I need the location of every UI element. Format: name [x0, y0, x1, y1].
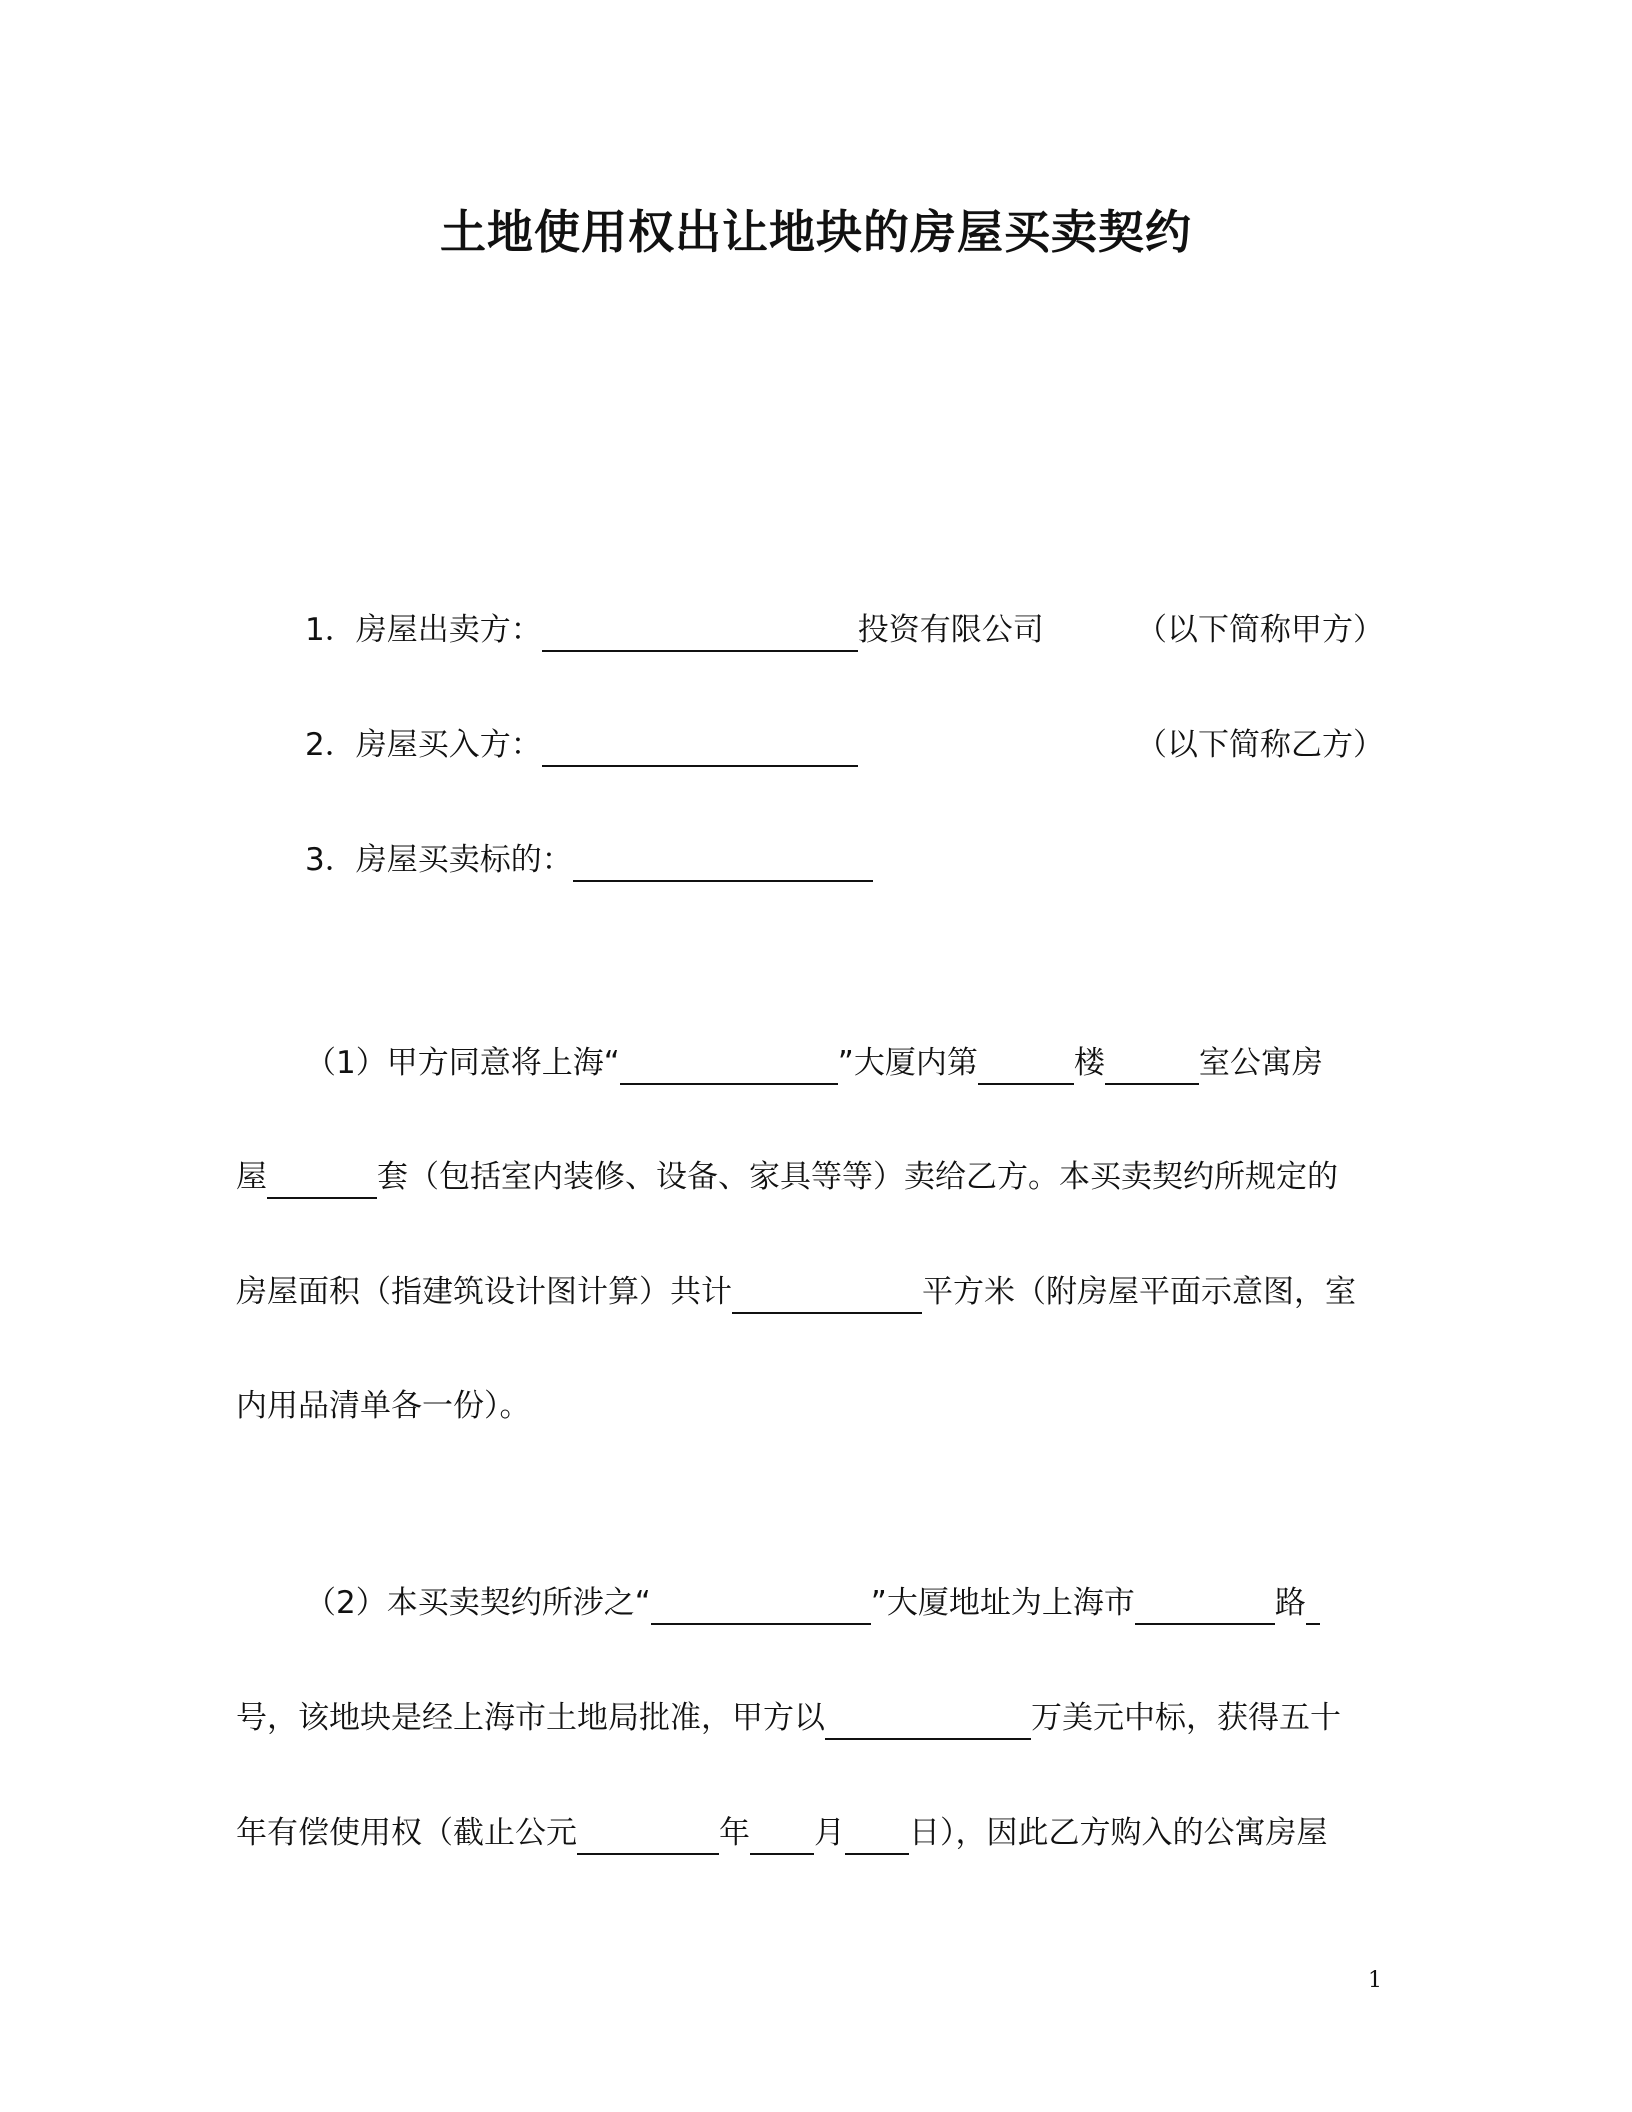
- para1-line4: 内用品清单各一份）。: [236, 1388, 531, 1424]
- number-blank[interactable]: [1306, 1585, 1320, 1625]
- para1-text-g: 房屋面积（指建筑设计图计算）共计: [236, 1274, 732, 1310]
- page-number: 1: [1368, 1968, 1382, 1993]
- item-buyer-note: （以下简称乙方）: [1136, 727, 1384, 763]
- para1-text-e: 屋: [236, 1159, 267, 1195]
- seller-name-blank[interactable]: [542, 612, 858, 652]
- para2-text-b: ”大厦地址为上海市: [870, 1585, 1135, 1621]
- para2-text-g: 年: [719, 1815, 750, 1851]
- item-subject-label: 3．房屋买卖标的：: [305, 842, 573, 878]
- para2-text-a: （2）本买卖契约所涉之“: [305, 1585, 651, 1621]
- para2-text-f: 年有偿使用权（截止公元: [236, 1815, 577, 1851]
- room-blank[interactable]: [1105, 1045, 1199, 1085]
- para2-line2: [236, 1696, 1341, 1740]
- document-title: 土地使用权出让地块的房屋买卖契约: [440, 205, 1192, 259]
- item-seller-suffix: 投资有限公司: [857, 612, 1044, 648]
- para1-text-b: ”大厦内第: [837, 1045, 978, 1081]
- bid-amount-blank[interactable]: [825, 1700, 1031, 1740]
- item-seller: [305, 608, 1044, 652]
- floor-blank[interactable]: [978, 1045, 1074, 1085]
- road-blank[interactable]: [1135, 1585, 1275, 1625]
- building-name-blank-2[interactable]: [651, 1585, 871, 1625]
- year-blank[interactable]: [577, 1815, 719, 1855]
- para1-text-f: 套（包括室内装修、设备、家具等等）卖给乙方。本买卖契约所规定的: [377, 1159, 1338, 1195]
- month-blank[interactable]: [750, 1815, 814, 1855]
- para1-line2: [236, 1155, 1338, 1199]
- para1-text-d: 室公寓房: [1198, 1045, 1323, 1081]
- units-blank[interactable]: [267, 1159, 377, 1199]
- para1-line3: [236, 1270, 1356, 1314]
- para2-line1: [305, 1581, 1320, 1625]
- para2-text-d: 号，该地块是经上海市土地局批准，甲方以: [236, 1700, 825, 1736]
- item-buyer: [305, 723, 858, 767]
- para1-text-h: 平方米（附房屋平面示意图，室: [922, 1274, 1356, 1310]
- para2-text-h: 月: [814, 1815, 845, 1851]
- subject-blank[interactable]: [573, 842, 873, 882]
- para2-text-c: 路: [1274, 1585, 1306, 1621]
- buyer-name-blank[interactable]: [542, 727, 858, 767]
- para2-text-e: 万美元中标，获得五十: [1031, 1700, 1341, 1736]
- para1-line1: [305, 1041, 1323, 1085]
- day-blank[interactable]: [845, 1815, 909, 1855]
- item-buyer-label: 2．房屋买入方：: [305, 727, 542, 763]
- para2-line3: [236, 1811, 1328, 1855]
- para1-text-c: 楼: [1073, 1045, 1105, 1081]
- item-seller-note: （以下简称甲方）: [1136, 612, 1384, 648]
- para1-text-a: （1）甲方同意将上海“: [305, 1045, 620, 1081]
- item-subject: [305, 838, 873, 882]
- para2-text-i: 日），因此乙方购入的公寓房屋: [909, 1815, 1328, 1851]
- area-blank[interactable]: [732, 1274, 922, 1314]
- building-name-blank[interactable]: [620, 1045, 838, 1085]
- item-seller-label: 1．房屋出卖方：: [305, 612, 542, 648]
